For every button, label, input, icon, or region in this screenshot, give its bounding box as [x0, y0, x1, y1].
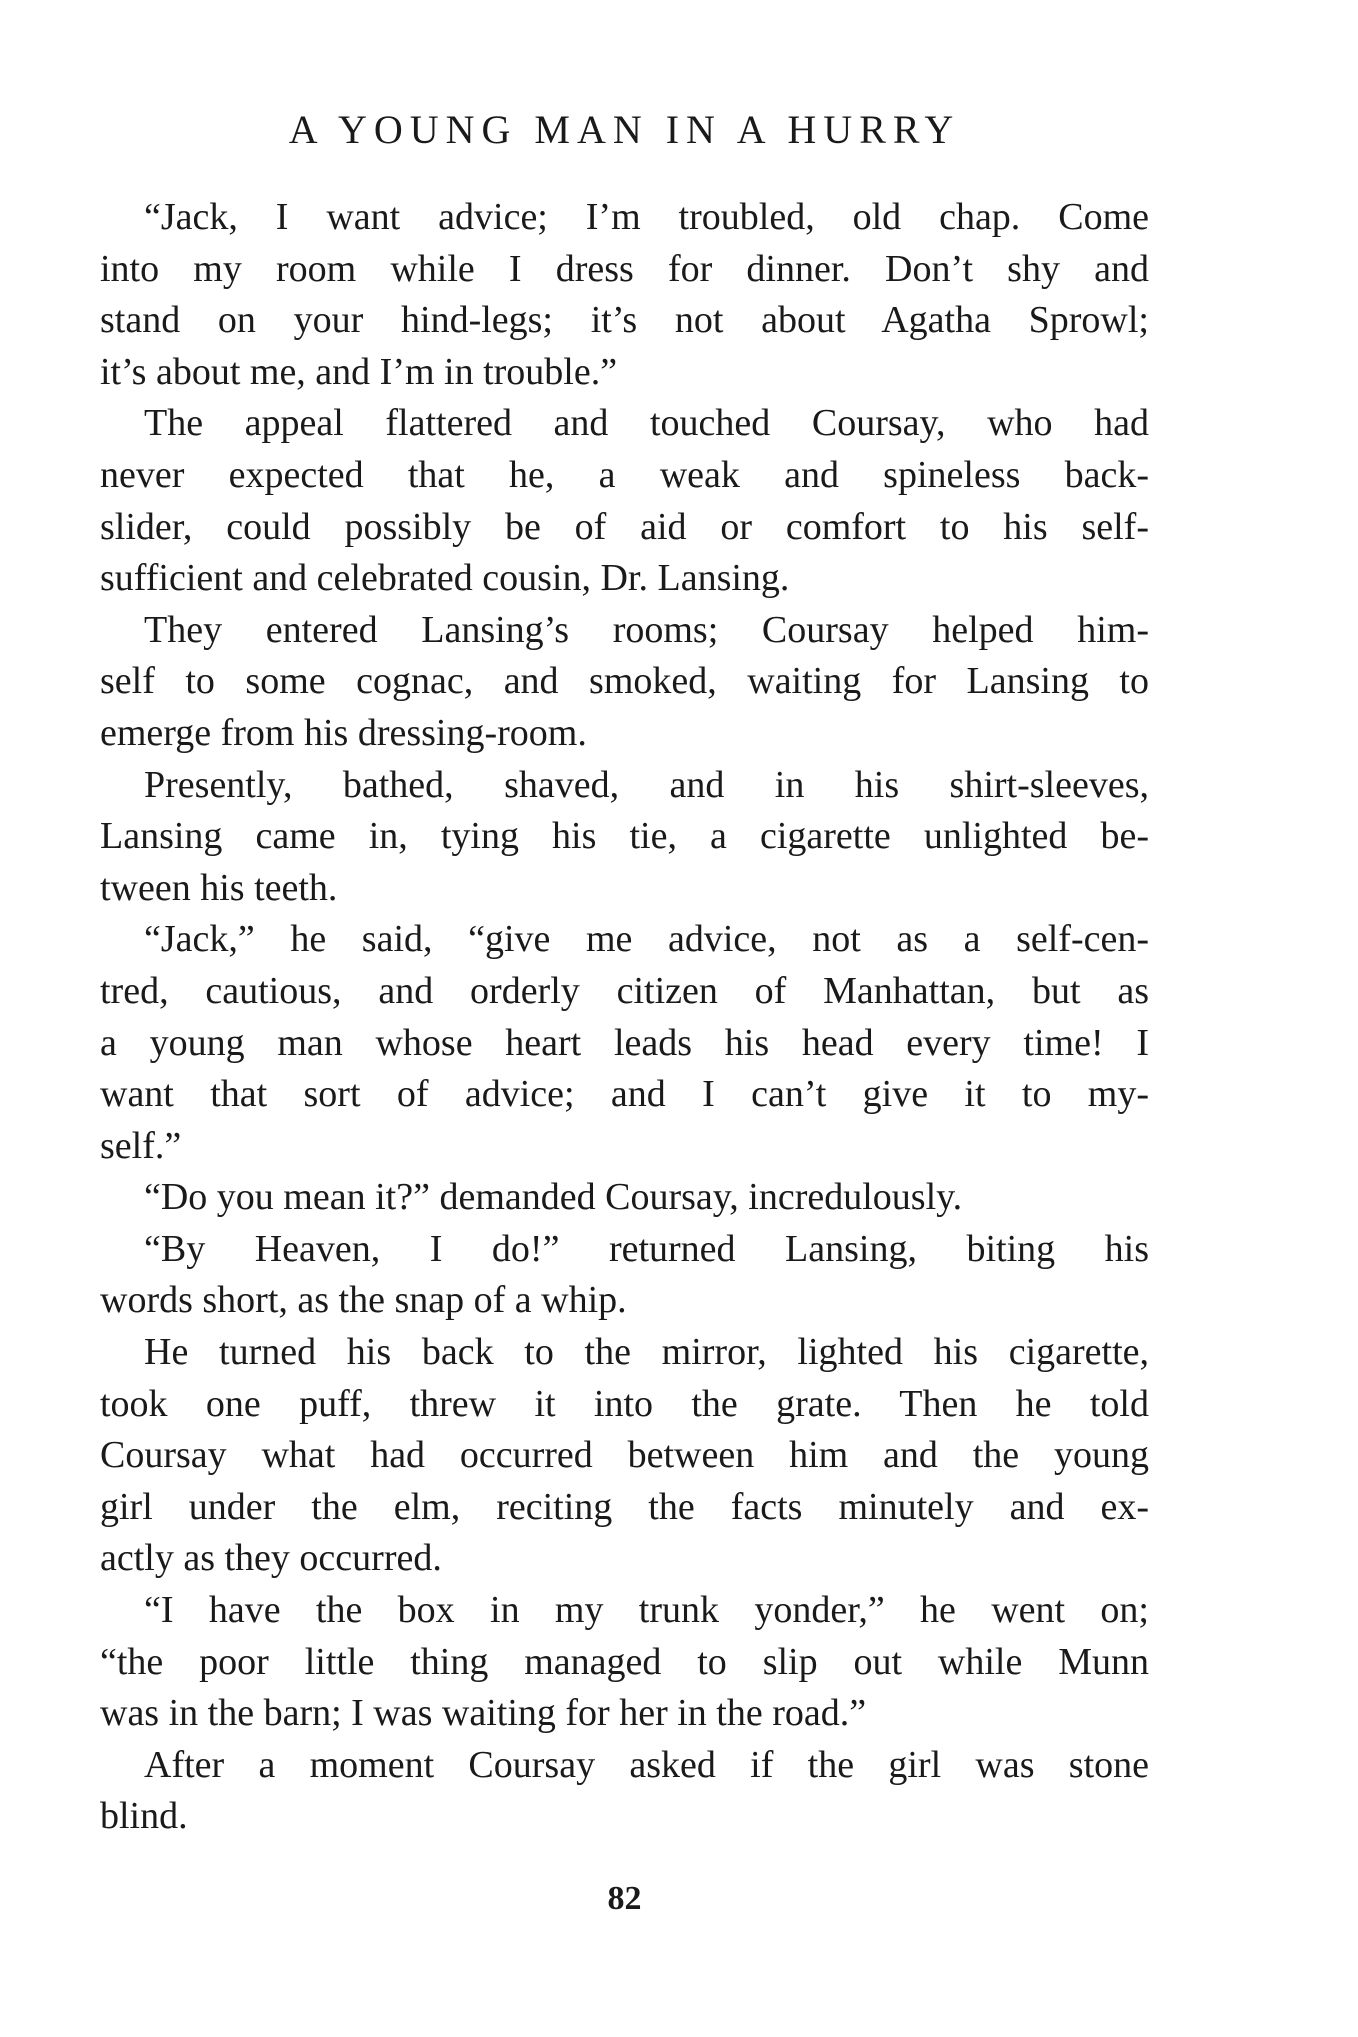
text-line: He turned his back to the mirror, lighted his cigarette, [144, 1331, 1149, 1374]
text-line: emerge from his dressing-room. [100, 711, 587, 754]
text-line: into my room while I dress for dinner. Don’t shy and [100, 247, 1149, 290]
text-line: “Jack,” he said, “give me advice, not as a self-cen- [144, 918, 1149, 961]
paragraph [100, 192, 1149, 398]
body-text [100, 192, 1149, 1843]
text-line: “the poor little thing managed to slip out while Munn [100, 1640, 1149, 1683]
text-line: actly as they occurred. [100, 1537, 442, 1580]
text-line: tred, cautious, and orderly citizen of Manhattan, but as [100, 969, 1149, 1012]
paragraph [100, 760, 1149, 915]
paragraph [100, 1585, 1149, 1740]
paragraph [100, 605, 1149, 760]
text-line: it’s about me, and I’m in trouble.” [100, 350, 618, 393]
text-line: “Jack, I want advice; I’m troubled, old chap. Come [144, 196, 1149, 238]
running-head: A YOUNG MAN IN A HURRY [288, 107, 961, 152]
text-line: slider, could possibly be of aid or comfort to his self- [100, 505, 1149, 548]
text-line: sufficient and celebrated cousin, Dr. Lansing. [100, 557, 790, 600]
text-line: tween his teeth. [100, 866, 338, 909]
text-line: Coursay what had occurred between him and the young [100, 1434, 1149, 1477]
text-line: “I have the box in my trunk yonder,” he went on; [144, 1589, 1149, 1632]
paragraph [100, 1327, 1149, 1585]
paragraph [100, 1224, 1149, 1327]
paragraph [100, 914, 1149, 1172]
paragraph [100, 398, 1149, 604]
text-line: never expected that he, a weak and spineless back- [100, 453, 1149, 496]
text-line: Lansing came in, tying his tie, a cigarette unlighted be- [100, 815, 1149, 858]
text-line: They entered Lansing’s rooms; Coursay helped him- [144, 608, 1149, 651]
text-line: took one puff, threw it into the grate. Then he told [100, 1382, 1149, 1425]
text-line: girl under the elm, reciting the facts minutely and ex- [100, 1485, 1149, 1528]
paragraph [100, 1172, 1149, 1224]
text-line: Presently, bathed, shaved, and in his shirt-sleeves, [144, 763, 1149, 806]
paragraph [100, 1740, 1149, 1843]
text-line: “By Heaven, I do!” returned Lansing, biting his [144, 1227, 1149, 1270]
text-line: words short, as the snap of a whip. [100, 1279, 627, 1322]
page-number: 82 [607, 1880, 642, 1917]
text-line: a young man whose heart leads his head every time! I [100, 1021, 1149, 1064]
text-line: was in the barn; I was waiting for her in the road.” [100, 1692, 867, 1735]
text-line: stand on your hind-legs; it’s not about Agatha Sprowl; [100, 299, 1149, 342]
text-line: The appeal flattered and touched Coursay, who had [144, 402, 1149, 445]
text-line: After a moment Coursay asked if the girl was stone [144, 1743, 1149, 1786]
text-line: “Do you mean it?” demanded Coursay, incredulously. [144, 1176, 963, 1219]
text-line: self to some cognac, and smoked, waiting for Lansing to [100, 660, 1149, 703]
text-line: blind. [100, 1795, 188, 1838]
text-line: self.” [100, 1124, 182, 1167]
text-line: want that sort of advice; and I can’t give it to my- [100, 1073, 1149, 1116]
